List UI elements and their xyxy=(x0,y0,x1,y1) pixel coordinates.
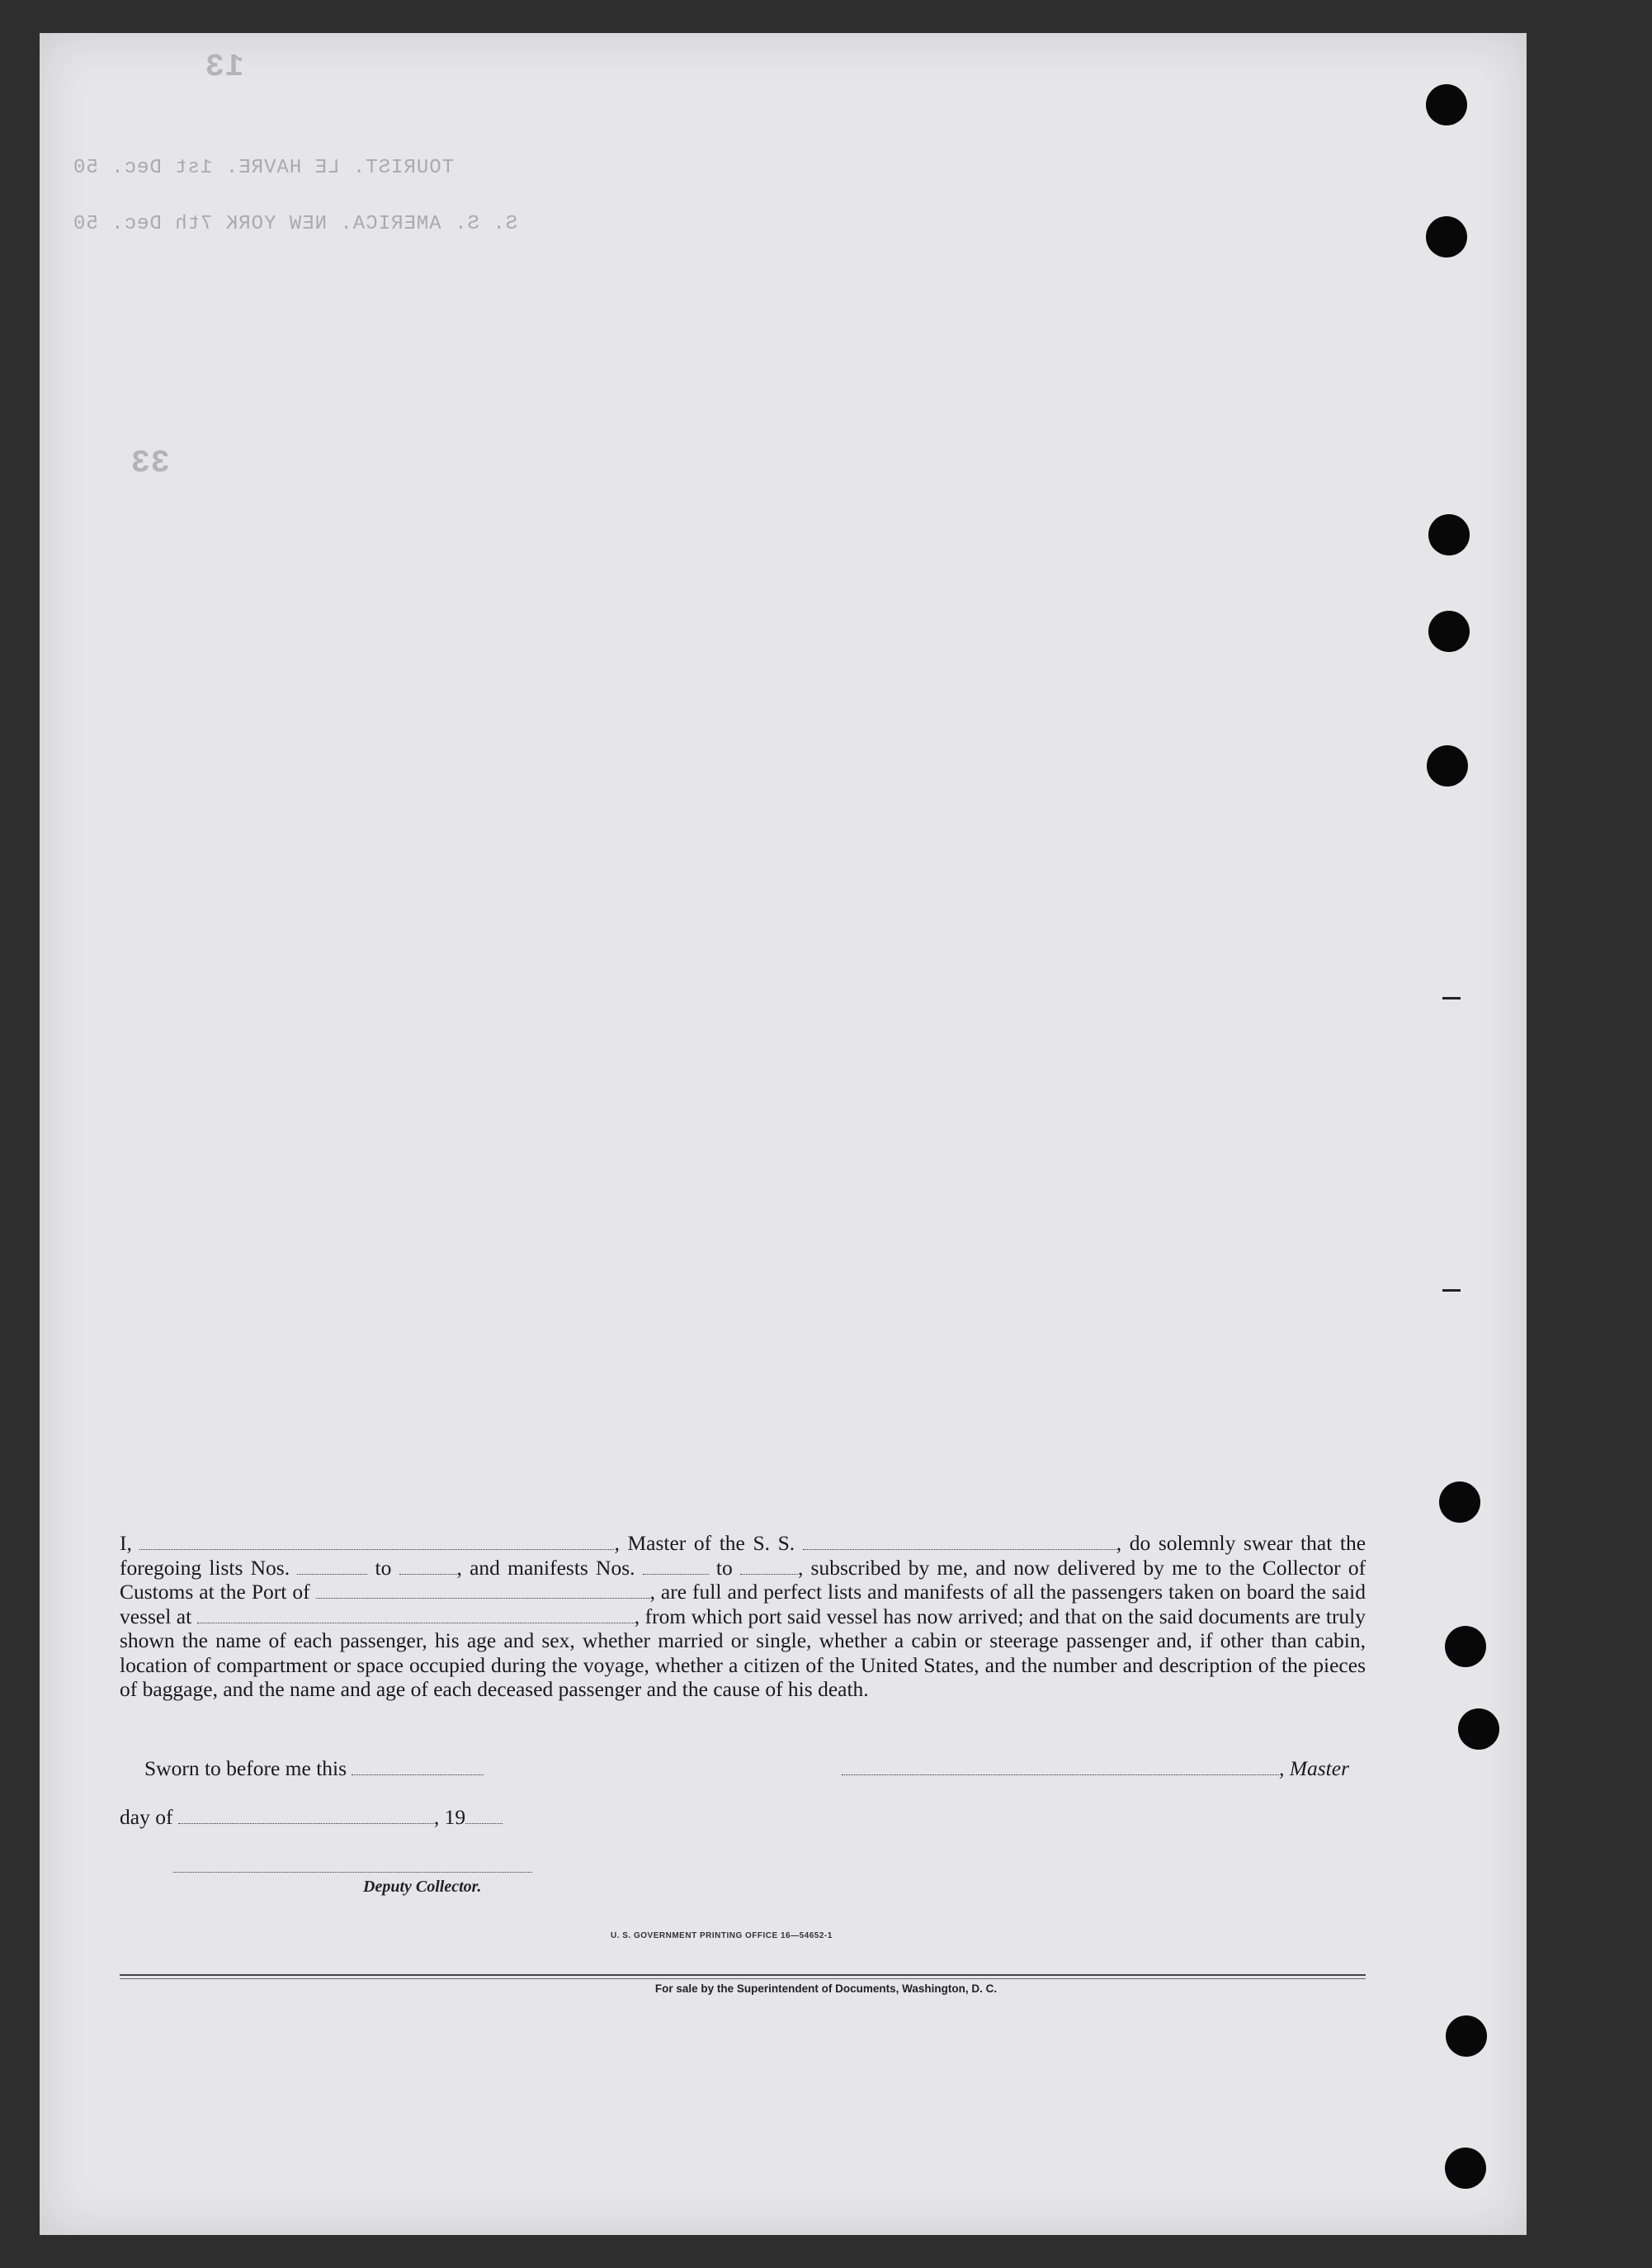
year-blank xyxy=(465,1808,503,1824)
oath-text: delivered by me to the Collector of Customs at the Port of xyxy=(120,1555,1366,1604)
punch-hole-10 xyxy=(1445,2148,1486,2189)
list-from-blank xyxy=(297,1559,367,1575)
oath-text: to xyxy=(715,1555,733,1580)
punch-hole-2 xyxy=(1426,216,1467,258)
oath-text: , and manifests Nos. xyxy=(456,1555,635,1580)
oath-text: , Master of the S. S. xyxy=(614,1531,795,1555)
edge-mark-2 xyxy=(1442,1289,1461,1292)
ship-name-blank xyxy=(803,1534,1116,1550)
punch-hole-9 xyxy=(1446,2015,1487,2057)
ghost-page-number: 13 xyxy=(205,50,244,85)
deputy-signature-line xyxy=(173,1872,532,1873)
punch-hole-8 xyxy=(1458,1708,1499,1750)
sworn-date-blank xyxy=(352,1760,484,1775)
master-signature-blank xyxy=(842,1760,1279,1775)
oath-text: port said vessel has now arrived; and that on the said documents are truly shown the name of each passenger, his age and sex, whether married or single, whether a cabin or steerage passenger and, if other than cabin, location of compartment or space occupied during the voyage, whether a citizen of the United States, and the number and description of the pieces of baggage, and the name and age of each deceased passenger and the cause of his death. xyxy=(120,1604,1366,1701)
footer-rule xyxy=(120,1978,1366,1979)
list-to-blank xyxy=(399,1559,457,1575)
manifest-to-blank xyxy=(740,1559,798,1575)
master-name-blank xyxy=(139,1534,614,1550)
for-sale-notice: For sale by the Superintendent of Documents, Washington, D. C. xyxy=(654,1982,998,1995)
oath-text: I, xyxy=(120,1531,132,1555)
day-of-line xyxy=(120,1805,503,1830)
footer-rule xyxy=(120,1974,1366,1976)
departure-port-blank xyxy=(197,1608,635,1623)
year-prefix: , 19 xyxy=(433,1805,466,1829)
port-blank xyxy=(316,1583,650,1599)
punch-hole-1 xyxy=(1426,84,1467,125)
master-signature-line xyxy=(842,1756,1349,1781)
oath-text: to xyxy=(375,1555,392,1580)
oath-text: , subscribed by me, and now xyxy=(797,1555,1050,1580)
punch-hole-5 xyxy=(1427,745,1468,787)
punch-hole-6 xyxy=(1439,1481,1480,1523)
ghost-row-2: S. S. AMERICA. NEW YORK 7th Dec. 50 xyxy=(73,213,518,235)
deputy-collector-label: Deputy Collector. xyxy=(363,1878,482,1896)
manifest-page xyxy=(40,33,1527,2235)
punch-hole-3 xyxy=(1428,514,1470,555)
day-of-label: day of xyxy=(120,1805,173,1829)
printing-office-imprint: U. S. GOVERNMENT PRINTING OFFICE 16—54652-1 xyxy=(611,1931,833,1940)
ghost-stamp: 33 xyxy=(130,446,170,481)
manifest-from-blank xyxy=(643,1559,709,1575)
ghost-row-1: TOURIST. LE HAVRE. 1st Dec. 50 xyxy=(73,157,455,179)
oath-text: manifests of all the passengers taken on board the said vessel at xyxy=(120,1580,1366,1628)
punch-hole-7 xyxy=(1445,1626,1486,1667)
sworn-label: Sworn to before me this xyxy=(144,1756,347,1780)
oath-text: , are full and perfect lists and xyxy=(649,1580,898,1604)
master-label: , Master xyxy=(1279,1756,1349,1780)
month-blank xyxy=(178,1808,434,1824)
edge-mark-1 xyxy=(1442,997,1461,999)
oath-text: , do solemnly xyxy=(1116,1531,1236,1555)
oath-text: , from which xyxy=(634,1604,743,1628)
punch-hole-4 xyxy=(1428,611,1470,652)
oath-text: swear that the foregoing lists Nos. xyxy=(120,1531,1366,1580)
sworn-line xyxy=(144,1756,484,1781)
oath-paragraph xyxy=(120,1531,1366,1702)
